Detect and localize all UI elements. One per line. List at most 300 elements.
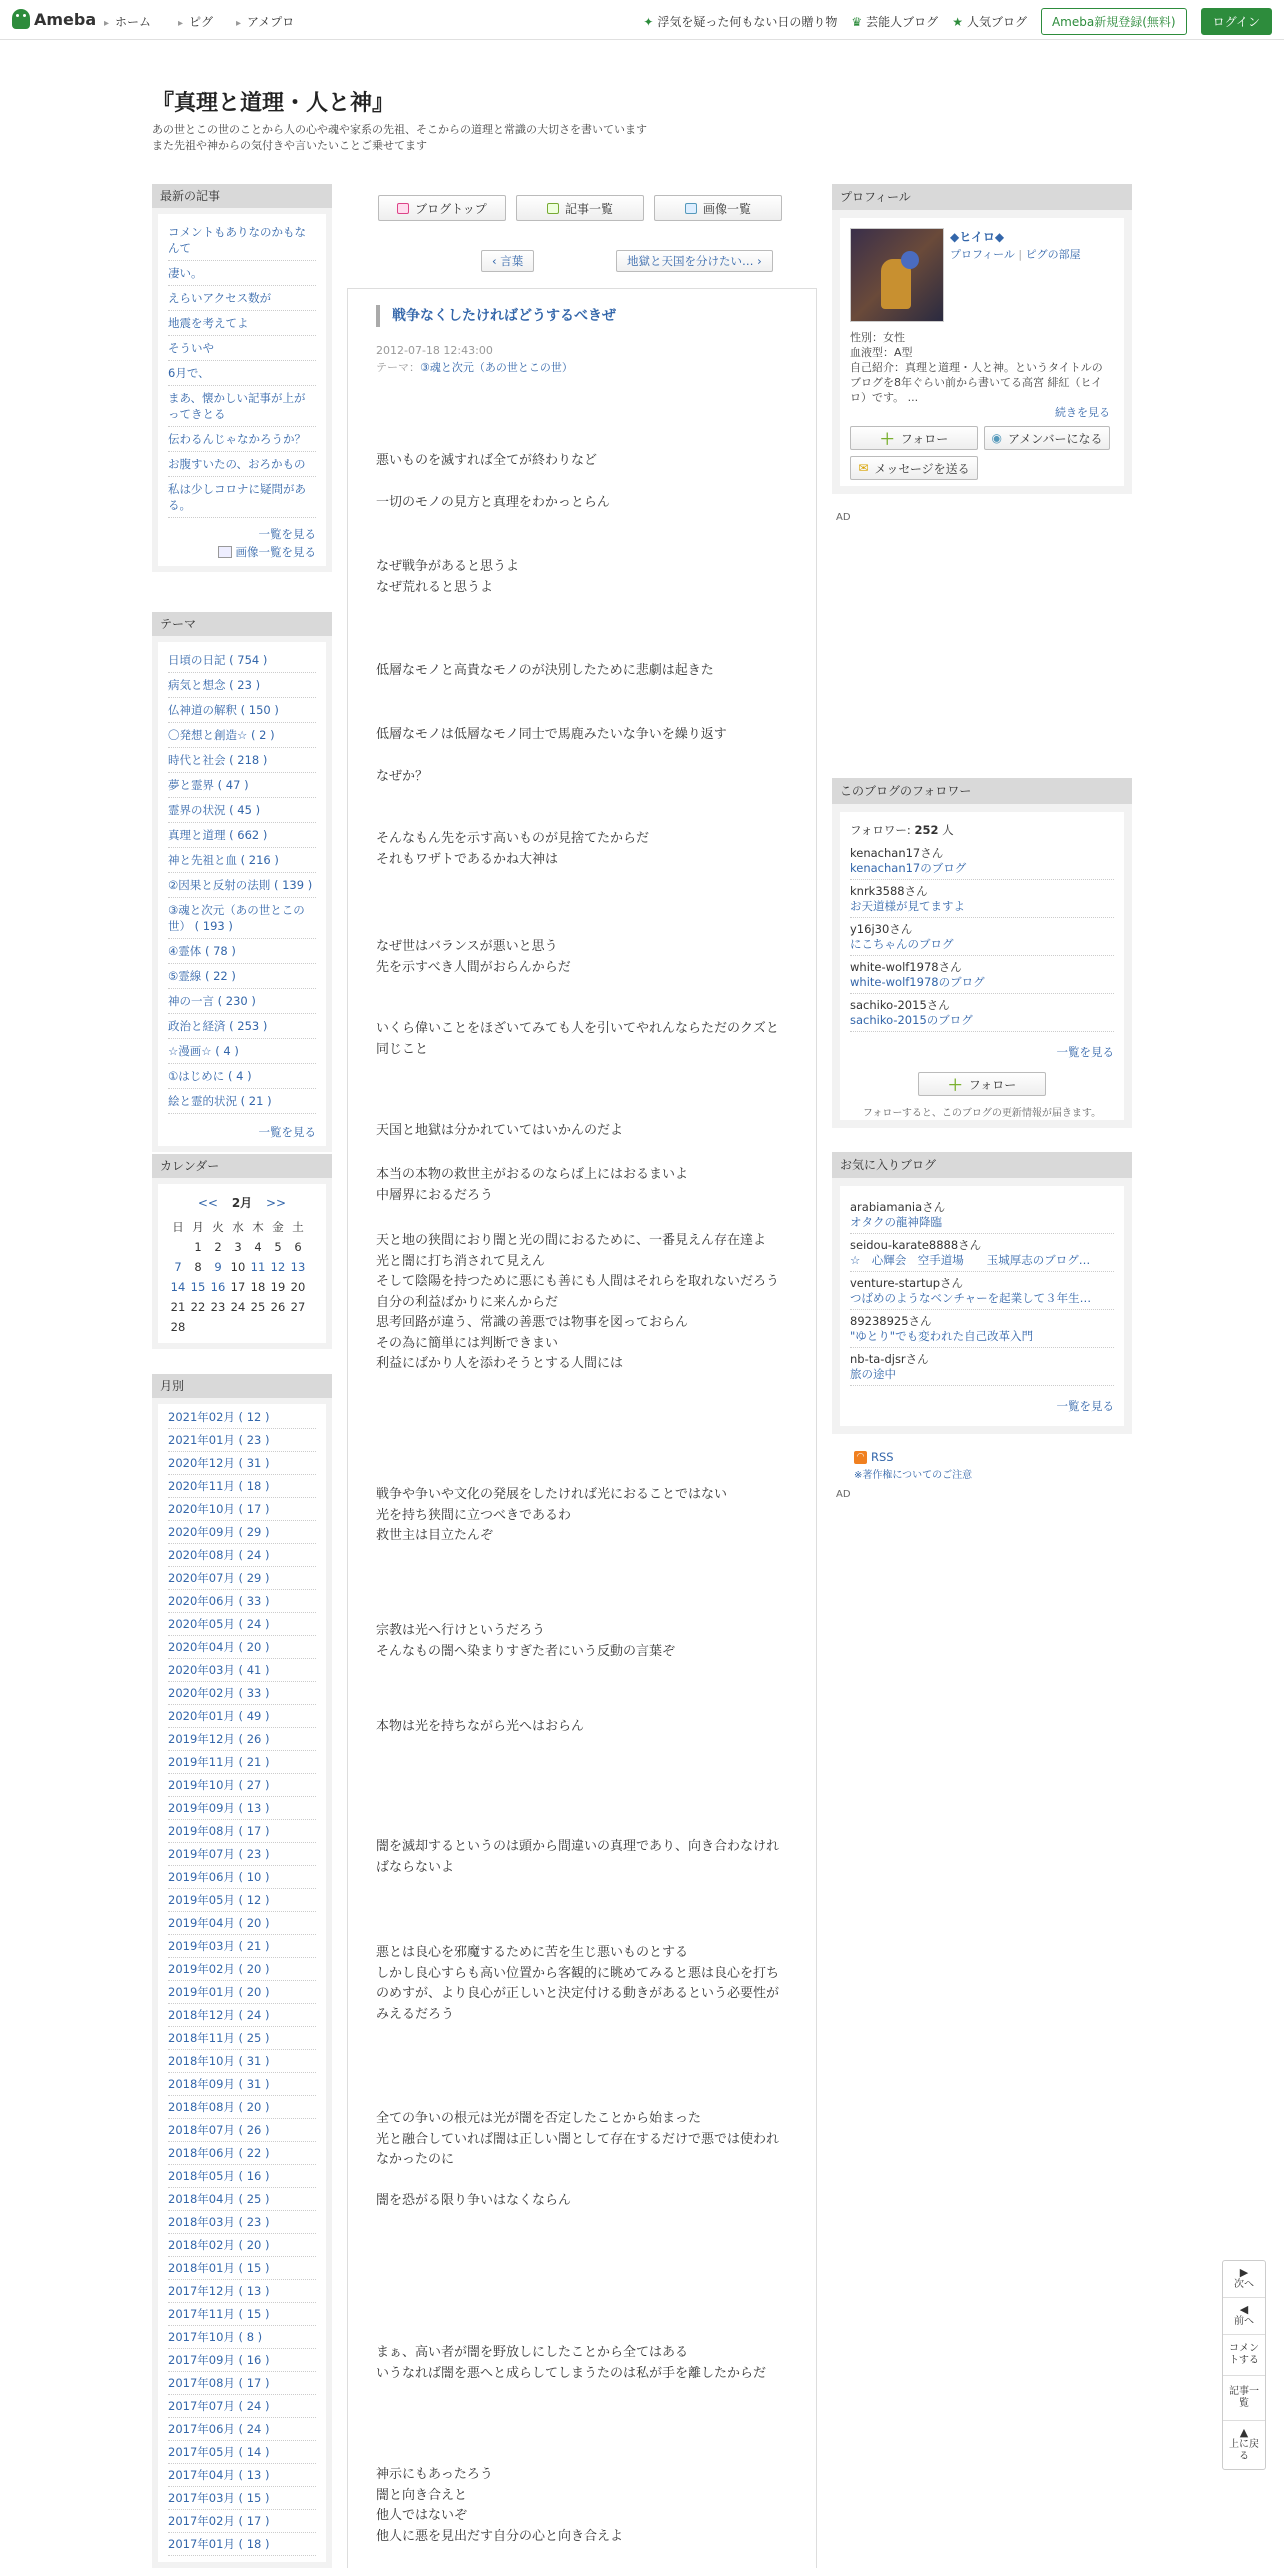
- header-link-celebrity[interactable]: [851, 13, 938, 30]
- archive-month-link[interactable]: 2018年11月 ( 25 ): [168, 2027, 316, 2050]
- archive-month-link[interactable]: 2021年02月 ( 12 ): [168, 1406, 316, 1429]
- article-line: 低層なモノは低層なモノ同士で馬鹿みたいな争いを繰り返す: [376, 727, 727, 742]
- favorite-blog-item: [850, 1272, 1114, 1310]
- article-paragraph: [376, 1943, 790, 2025]
- follower-item: [850, 842, 1114, 880]
- archive-month-link[interactable]: 2017年06月 ( 24 ): [168, 2418, 316, 2441]
- article-line: いくら偉いことをほざいてみても人を引いてやれんならただのクズと同じこと: [376, 1021, 779, 1057]
- article-paragraph: [376, 1621, 790, 1662]
- calendar-day: [168, 1237, 188, 1257]
- calendar-day[interactable]: 9: [214, 1260, 222, 1274]
- archive-list: [158, 1404, 326, 2562]
- calendar-day: [188, 1317, 208, 1337]
- archive-month-link[interactable]: 2018年05月 ( 16 ): [168, 2165, 316, 2188]
- chevron-left-icon: ‹: [492, 254, 501, 268]
- article-line: まぁ、高い者が闇を野放しにしたことから全てはある: [376, 2345, 689, 2360]
- article-line: 闇と向き合えと: [376, 2487, 468, 2503]
- follower-count-value: 252: [914, 823, 939, 837]
- recent-entries-heading: 最新の記事: [152, 184, 332, 208]
- article-line: 悪とは良心を邪魔するために苦を生じ悪いものとする: [376, 1945, 689, 1960]
- theme-link[interactable]: 真理と道理 ( 662 ): [168, 823, 316, 848]
- calendar-day[interactable]: 7: [174, 1260, 182, 1274]
- image-list-button[interactable]: [654, 195, 782, 221]
- header-link-popular[interactable]: [952, 13, 1027, 30]
- header-link-pr[interactable]: [643, 13, 837, 30]
- favorite-blog-link[interactable]: ☆ 心輝会 空手道場 玉城厚志のブログ…: [850, 1253, 1091, 1267]
- calendar-day: 23: [210, 1300, 226, 1314]
- camera-icon: [685, 203, 697, 214]
- calendar-day: 24: [230, 1300, 246, 1314]
- themes-more-link[interactable]: 一覧を見る: [258, 1125, 316, 1139]
- calendar-grid: [168, 1217, 308, 1337]
- article-line: 闇を滅却するというのは頭から間違いの真理であり、向き合わなければならないよ: [376, 1839, 780, 1875]
- sparkle-icon: ✦: [643, 14, 654, 29]
- image-icon: [218, 546, 232, 558]
- archive-month-link[interactable]: 2017年11月 ( 15 ): [168, 2303, 316, 2326]
- article-paragraph: [376, 661, 790, 682]
- theme-link[interactable]: 絵と霊的状況 ( 21 ): [168, 1089, 316, 1114]
- archive-panel: [152, 1374, 332, 2568]
- article-date: 2012-07-18 12:43:00: [376, 344, 493, 357]
- follower-blog-link[interactable]: にこちゃんのブログ: [850, 937, 954, 951]
- archive-month-link[interactable]: 2018年02月 ( 20 ): [168, 2234, 316, 2257]
- ad-label: AD: [836, 1489, 851, 1500]
- followers-follow-wrap: [850, 1072, 1114, 1096]
- article-paragraph: [376, 829, 790, 870]
- prev-entry-pager: [481, 250, 534, 272]
- float-prev-button[interactable]: [1223, 2298, 1265, 2335]
- article-line: なぜか？: [376, 769, 429, 784]
- calendar-prev-month[interactable]: <<: [197, 1196, 218, 1210]
- profile-heading: プロフィール: [832, 184, 1132, 210]
- favorites-body: [840, 1186, 1124, 1426]
- archive-month-link[interactable]: 2018年03月 ( 23 ): [168, 2211, 316, 2234]
- favorites-panel: [832, 1152, 1132, 1434]
- article-line: 一切のモノの見方と真理をわかっとらん: [376, 495, 610, 510]
- favorite-blog-owner[interactable]: venture-startupさん: [850, 1276, 964, 1290]
- article-paragraph: [376, 1231, 790, 1375]
- profile-gender: 性別：女性: [850, 331, 905, 344]
- recent-entry-link[interactable]: コメントもありなのかもなんて: [168, 220, 316, 261]
- favorite-blog-item: [850, 1348, 1114, 1386]
- theme-link[interactable]: ②因果と反射の法則 ( 139 ): [168, 873, 316, 898]
- article-theme-link[interactable]: ③魂と次元（あの世とこの世）: [420, 361, 573, 374]
- recent-entries-list: [158, 214, 326, 566]
- blog-description-line: あの世とこの世のことから人の心や魂や家系の先祖、そこからの道理と常識の大切さを書いています: [152, 123, 647, 136]
- entry-list-button[interactable]: [516, 195, 644, 221]
- archive-month-link[interactable]: 2019年11月 ( 21 ): [168, 1751, 316, 1774]
- next-entry-pager: [616, 250, 773, 272]
- article-line: そして陰陽を持つために悪にも善にも人間はそれらを取れないだろう: [376, 1274, 780, 1289]
- rss-link[interactable]: [854, 1450, 972, 1464]
- article-line: 本当の本物の救世主がおるのならば上にはおるまいよ: [376, 1167, 689, 1182]
- recent-entry-link[interactable]: 凄い。: [168, 261, 316, 286]
- archive-month-link[interactable]: 2020年06月 ( 33 ): [168, 1590, 316, 1613]
- blog-top-label: ブログトップ: [415, 201, 487, 216]
- followers-more-link[interactable]: 一覧を見る: [1056, 1045, 1114, 1059]
- register-button[interactable]: Ameba新規登録(無料): [1041, 8, 1187, 35]
- nav-pigg[interactable]: ▸ ピグ: [178, 13, 213, 30]
- follower-count: [850, 822, 1114, 842]
- ameba-frog-icon: [12, 9, 30, 29]
- article-paragraph: [376, 1837, 790, 1878]
- archive-month-link[interactable]: 2018年07月 ( 26 ): [168, 2119, 316, 2142]
- archive-month-link[interactable]: 2018年08月 ( 20 ): [168, 2096, 316, 2119]
- follower-item: [850, 918, 1114, 956]
- follower-item: [850, 880, 1114, 918]
- calendar-heading: カレンダー: [152, 1154, 332, 1178]
- profile-intro: 自己紹介：真理と道理・人と神。というタイトルのブログを8年ぐらい前から書いてる高宮 緋紅（ヒイロ）です。 ...: [850, 361, 1103, 404]
- article-line: なぜ荒れると思うよ: [376, 579, 494, 595]
- float-top-label: 上に戻る: [1229, 2439, 1259, 2462]
- archive-month-link[interactable]: 2020年09月 ( 29 ): [168, 1521, 316, 1544]
- favorite-blog-owner[interactable]: seidou-karate8888さん: [850, 1238, 982, 1252]
- float-top-button[interactable]: [1223, 2421, 1265, 2469]
- copyright-notice-link[interactable]: ※著作権についてのご注意: [854, 1470, 973, 1481]
- calendar-day: 10: [230, 1260, 246, 1274]
- recent-entries-panel: [152, 184, 332, 572]
- archive-month-link[interactable]: 2020年02月 ( 33 ): [168, 1682, 316, 1705]
- favorite-blog-owner[interactable]: 89238925さん: [850, 1314, 932, 1328]
- archive-month-link[interactable]: 2018年10月 ( 31 ): [168, 2050, 316, 2073]
- calendar-day[interactable]: 13: [290, 1260, 306, 1274]
- archive-month-link[interactable]: 2017年08月 ( 17 ): [168, 2372, 316, 2395]
- login-button[interactable]: ログイン: [1201, 8, 1272, 35]
- article-line: 宗教は光へ行けというだろう: [376, 1623, 546, 1638]
- rss-icon: ◠: [854, 1451, 867, 1464]
- article-paragraph: [376, 1485, 790, 1547]
- theme-link[interactable]: 霊界の状況 ( 45 ): [168, 798, 316, 823]
- article-line: 悪いものを滅すれば全てが終わりなど: [376, 453, 598, 468]
- recent-entry-link[interactable]: 地震を考えてよ: [168, 311, 316, 336]
- archive-month-link[interactable]: 2019年07月 ( 23 ): [168, 1843, 316, 1866]
- envelope-icon: ✉: [858, 461, 869, 475]
- profile-avatar[interactable]: [850, 228, 944, 322]
- archive-month-link[interactable]: 2018年12月 ( 24 ): [168, 2004, 316, 2027]
- image-list-more-label: 画像一覧を見る: [235, 545, 316, 559]
- follower-item: [850, 956, 1114, 994]
- recent-entry-link[interactable]: 6月で、: [168, 361, 316, 386]
- article-line: 戦争や争いや文化の発展をしたければ光におることではない: [376, 1487, 728, 1502]
- calendar-day: 19: [270, 1280, 286, 1294]
- calendar-weekday: 土: [292, 1220, 304, 1234]
- prev-entry-label: 言葉: [500, 254, 524, 268]
- archive-month-link[interactable]: 2020年08月 ( 24 ): [168, 1544, 316, 1567]
- next-arrow-icon: ▶: [1239, 2266, 1249, 2279]
- favorite-blog-item: [850, 1234, 1114, 1272]
- star-icon: ★: [952, 14, 963, 29]
- archive-month-link[interactable]: 2017年05月 ( 14 ): [168, 2441, 316, 2464]
- calendar-day[interactable]: 14: [170, 1280, 186, 1294]
- calendar-day: 27: [290, 1300, 306, 1314]
- logo-text: Ameba: [34, 9, 97, 29]
- nav-home[interactable]: ▸ ホーム: [104, 13, 151, 30]
- article-line: 利益にばかり人を添わそうとする人間には: [376, 1356, 624, 1371]
- entry-list-label: 記事一覧: [564, 201, 613, 216]
- image-list-more-link[interactable]: [168, 542, 316, 560]
- blog-description-line: また先祖や神からの気付きや言いたいことご乗せてます: [152, 139, 427, 152]
- float-list-button[interactable]: [1223, 2376, 1265, 2421]
- article-line: 先を示すべき人間がおらんからだ: [376, 959, 571, 975]
- float-list-label: 記事一覧: [1229, 2386, 1259, 2409]
- archive-month-link[interactable]: 2018年01月 ( 15 ): [168, 2257, 316, 2280]
- prev-entry-button[interactable]: [481, 250, 534, 272]
- header-link-pr-label: 浮気を疑った何もない日の贈り物: [657, 15, 838, 29]
- theme-link[interactable]: 神と先祖と血 ( 216 ): [168, 848, 316, 873]
- archive-month-link[interactable]: 2017年09月 ( 16 ): [168, 2349, 316, 2372]
- calendar-month: 2月: [231, 1196, 253, 1210]
- article-line: そんなもの闇へ染まりすぎた者にいう反動の言葉ぞ: [376, 1643, 676, 1659]
- theme-link[interactable]: ③魂と次元（あの世とこの世） ( 193 ): [168, 898, 316, 939]
- send-message-button[interactable]: [850, 456, 978, 480]
- next-entry-button[interactable]: [616, 250, 773, 272]
- followers-follow-button[interactable]: [918, 1072, 1046, 1096]
- profile-blood: 血液型：A型: [850, 346, 913, 359]
- plus-icon: ＋: [947, 1075, 963, 1094]
- float-prev-label: 前へ: [1234, 2316, 1254, 2327]
- archive-month-link[interactable]: 2018年09月 ( 31 ): [168, 2073, 316, 2096]
- article-line: それもワザトであるかね大神は: [376, 851, 559, 867]
- calendar-next-month[interactable]: >>: [266, 1196, 287, 1210]
- archive-month-link[interactable]: 2019年01月 ( 20 ): [168, 1981, 316, 2004]
- calendar-day[interactable]: 16: [210, 1280, 226, 1294]
- blog-title[interactable]: 『真理と道理・人と神』: [152, 91, 395, 116]
- follower-blog-link[interactable]: white-wolf1978のブログ: [850, 975, 985, 989]
- favorite-blog-link[interactable]: つばめのようなベンチャーを起業して３年生…: [850, 1291, 1092, 1305]
- calendar-day: 5: [274, 1240, 282, 1254]
- pigg-room-link[interactable]: ピグの部屋: [1025, 248, 1081, 261]
- calendar-weekday: 火: [212, 1220, 224, 1234]
- article-paragraph: [376, 2191, 790, 2212]
- archive-month-link[interactable]: 2019年10月 ( 27 ): [168, 1774, 316, 1797]
- amember-button[interactable]: [984, 426, 1110, 450]
- article-line: 思考回路が違う、常識の善悪では物事を図っておらん: [376, 1315, 689, 1330]
- archive-month-link[interactable]: 2019年04月 ( 20 ): [168, 1912, 316, 1935]
- followers-note: フォローすると、このブログの更新情報が届きます。: [862, 1108, 1102, 1119]
- archive-month-link[interactable]: 2019年09月 ( 13 ): [168, 1797, 316, 1820]
- profile-name[interactable]: ◆ヒイロ◆: [950, 230, 1005, 244]
- nav-amepro[interactable]: ▸ アメプロ: [236, 13, 294, 30]
- followers-body: [840, 812, 1124, 1120]
- follower-blog-link[interactable]: お天道様が見てますよ: [850, 899, 965, 913]
- recent-entry-link[interactable]: まあ、懐かしい記事が上がってきとる: [168, 386, 316, 427]
- blog-top-button[interactable]: [378, 195, 506, 221]
- archive-month-link[interactable]: 2017年12月 ( 13 ): [168, 2280, 316, 2303]
- calendar-weekday: 金: [272, 1220, 284, 1234]
- ad-label: AD: [836, 512, 851, 523]
- float-comment-button[interactable]: [1223, 2335, 1265, 2376]
- profile-follow-button[interactable]: [850, 426, 978, 450]
- floating-nav: [1222, 2260, 1266, 2470]
- archive-month-link[interactable]: 2019年03月 ( 21 ): [168, 1935, 316, 1958]
- calendar-day: 1: [194, 1240, 202, 1254]
- amember-icon: ◉: [991, 431, 1003, 445]
- calendar-day[interactable]: 12: [270, 1260, 286, 1274]
- archive-month-link[interactable]: 2017年01月 ( 18 ): [168, 2533, 316, 2556]
- theme-link[interactable]: ⑤霊線 ( 22 ): [168, 964, 316, 989]
- float-next-button[interactable]: [1223, 2261, 1265, 2298]
- favorite-blog-item: [850, 1310, 1114, 1348]
- archive-month-link[interactable]: 2020年07月 ( 29 ): [168, 1567, 316, 1590]
- follower-name[interactable]: knrk3588さん: [850, 884, 928, 898]
- article-paragraph: [376, 2109, 790, 2171]
- follower-blog-link[interactable]: kenachan17のブログ: [850, 861, 967, 875]
- recent-more-link[interactable]: 一覧を見る: [258, 527, 316, 541]
- recent-entry-link[interactable]: 伝わるんじゃなかろうか？: [168, 427, 316, 452]
- ameba-logo[interactable]: [12, 9, 96, 29]
- theme-link[interactable]: 仏神道の解釈 ( 150 ): [168, 698, 316, 723]
- recent-entry-link[interactable]: そういや: [168, 336, 316, 361]
- archive-month-link[interactable]: 2020年11月 ( 18 ): [168, 1475, 316, 1498]
- up-arrow-icon: ▲: [1239, 2426, 1249, 2439]
- article-paragraph: [376, 1019, 790, 1060]
- float-comment-label: コメントする: [1229, 2343, 1259, 2366]
- archive-month-link[interactable]: 2017年02月 ( 17 ): [168, 2510, 316, 2533]
- article-line: 全ての争いの根元は光が闇を否定したことから始まった: [376, 2111, 702, 2126]
- theme-link[interactable]: 時代と社会 ( 218 ): [168, 748, 316, 773]
- send-message-label: メッセージを送る: [874, 461, 970, 476]
- archive-month-link[interactable]: 2019年05月 ( 12 ): [168, 1889, 316, 1912]
- calendar-day: 3: [234, 1240, 242, 1254]
- theme-link[interactable]: ①はじめに ( 4 ): [168, 1064, 316, 1089]
- profile-message-wrap: [850, 456, 978, 480]
- theme-link[interactable]: 日頃の日記 ( 754 ): [168, 648, 316, 673]
- profile-more-link[interactable]: 続きを見る: [1055, 406, 1110, 419]
- archive-heading: 月別: [152, 1374, 332, 1398]
- calendar-day: 21: [170, 1300, 186, 1314]
- calendar-panel: [152, 1154, 332, 1349]
- favorite-blog-owner[interactable]: arabiamaniaさん: [850, 1200, 946, 1214]
- archive-month-link[interactable]: 2018年04月 ( 25 ): [168, 2188, 316, 2211]
- calendar-day: 17: [230, 1280, 246, 1294]
- profile-link[interactable]: プロフィール: [950, 248, 1015, 261]
- global-header: [0, 0, 1284, 40]
- article-line: 天国と地獄は分かれていてはいかんのだよ: [376, 1123, 624, 1138]
- calendar-day: [208, 1317, 228, 1337]
- archive-month-link[interactable]: 2020年01月 ( 49 ): [168, 1705, 316, 1728]
- recent-entry-link[interactable]: お腹すいたの、おろかもの: [168, 452, 316, 477]
- article-line: 光を持ち狭間に立つべきであるわ: [376, 1507, 572, 1523]
- article-paragraph: [376, 1717, 790, 1738]
- archive-month-link[interactable]: 2019年02月 ( 20 ): [168, 1958, 316, 1981]
- favorites-heading: お気に入りブログ: [832, 1152, 1132, 1178]
- article-line: 神示にもあったろう: [376, 2467, 493, 2482]
- theme-link[interactable]: ④霊体 ( 78 ): [168, 939, 316, 964]
- article-title[interactable]: 戦争なくしたければどうするべきぜ: [376, 305, 776, 327]
- themes-list: [158, 642, 326, 1146]
- article-paragraph: [376, 767, 790, 788]
- calendar-day[interactable]: 11: [250, 1260, 266, 1274]
- profile-body: [840, 218, 1124, 486]
- prev-arrow-icon: ◀: [1239, 2303, 1249, 2316]
- follower-name[interactable]: white-wolf1978さん: [850, 960, 962, 974]
- article: [347, 288, 817, 2568]
- calendar-day: [248, 1317, 268, 1337]
- favorite-blog-owner[interactable]: nb-ta-djsrさん: [850, 1352, 929, 1366]
- article-line: 中層界におるだろう: [376, 1187, 494, 1203]
- blog-toolbar: [378, 195, 782, 221]
- float-next-label: 次へ: [1234, 2279, 1254, 2290]
- follower-name[interactable]: kenachan17さん: [850, 846, 944, 860]
- recent-entry-link[interactable]: えらいアクセス数が: [168, 286, 316, 311]
- crown-icon: ♛: [851, 14, 863, 29]
- article-line: そんなもん先を示す高いものが見捨てたからだ: [376, 831, 650, 846]
- calendar-weekday: 日: [172, 1220, 184, 1234]
- archive-month-link[interactable]: 2017年07月 ( 24 ): [168, 2395, 316, 2418]
- archive-month-link[interactable]: 2019年06月 ( 10 ): [168, 1866, 316, 1889]
- favorite-blog-link[interactable]: オタクの龍神降臨: [850, 1215, 942, 1229]
- chevron-right-icon: ›: [753, 254, 762, 268]
- article-line: 天と地の狭間におり闇と光の間におるために、一番見えん存在達よ: [376, 1233, 767, 1248]
- article-paragraph: [376, 2343, 790, 2384]
- article-line: その為に簡単には判断できまい: [376, 1335, 559, 1351]
- calendar-day: 6: [294, 1240, 302, 1254]
- rss-label: RSS: [871, 1450, 894, 1464]
- calendar-day: 25: [250, 1300, 266, 1314]
- archive-month-link[interactable]: 2017年03月 ( 15 ): [168, 2487, 316, 2510]
- list-icon: [547, 203, 559, 214]
- favorite-blog-link[interactable]: 旅の途中: [850, 1367, 896, 1381]
- calendar-day: 26: [270, 1300, 286, 1314]
- favorites-more-link[interactable]: 一覧を見る: [1056, 1399, 1114, 1413]
- calendar-weekday: 木: [252, 1220, 264, 1234]
- archive-month-link[interactable]: 2020年04月 ( 20 ): [168, 1636, 316, 1659]
- calendar-day: [268, 1317, 288, 1337]
- article-line: 闇を恐がる限り争いはなくならん: [376, 2193, 572, 2208]
- archive-month-link[interactable]: 2019年12月 ( 26 ): [168, 1728, 316, 1751]
- follower-blog-link[interactable]: sachiko-2015のブログ: [850, 1013, 973, 1027]
- archive-month-link[interactable]: 2020年03月 ( 41 ): [168, 1659, 316, 1682]
- theme-link[interactable]: 病気と想念 ( 23 ): [168, 673, 316, 698]
- follower-name[interactable]: sachiko-2015さん: [850, 998, 950, 1012]
- profile-actions: [850, 426, 1110, 450]
- archive-month-link[interactable]: 2017年10月 ( 8 ): [168, 2326, 316, 2349]
- follower-name[interactable]: y16j30さん: [850, 922, 913, 936]
- archive-month-link[interactable]: 2020年10月 ( 17 ): [168, 1498, 316, 1521]
- article-line: 他人に悪を見出だす自分の心と向き合えよ: [376, 2528, 624, 2544]
- article-line: なぜ世はバランスが悪いと思う: [376, 939, 558, 954]
- article-line: 他人ではないぞ: [376, 2508, 468, 2523]
- theme-link[interactable]: 夢と霊界 ( 47 ): [168, 773, 316, 798]
- archive-month-link[interactable]: 2019年08月 ( 17 ): [168, 1820, 316, 1843]
- themes-heading: テーマ: [152, 612, 332, 636]
- next-entry-label: 地獄と天国を分けたい…: [627, 254, 754, 268]
- theme-link[interactable]: 神の一言 ( 230 ): [168, 989, 316, 1014]
- theme-link[interactable]: 政治と経済 ( 253 ): [168, 1014, 316, 1039]
- archive-month-link[interactable]: 2017年04月 ( 13 ): [168, 2464, 316, 2487]
- profile-links: [950, 246, 1081, 262]
- theme-link[interactable]: ☆漫画☆ ( 4 ): [168, 1039, 316, 1064]
- header-link-celebrity-label: 芸能人ブログ: [866, 15, 939, 29]
- article-paragraph: [376, 557, 790, 598]
- recent-entry-link[interactable]: 私は少しコロナに疑問がある。: [168, 477, 316, 518]
- header-link-popular-label: 人気ブログ: [966, 15, 1027, 29]
- calendar-day: 8: [194, 1260, 202, 1274]
- theme-link[interactable]: 〇発想と創造☆ ( 2 ): [168, 723, 316, 748]
- archive-month-link[interactable]: 2020年05月 ( 24 ): [168, 1613, 316, 1636]
- archive-month-link[interactable]: 2020年12月 ( 31 ): [168, 1452, 316, 1475]
- follower-count-label: フォロワー:: [850, 823, 915, 837]
- favorite-blog-link[interactable]: "ゆとり"でも変われた自己改革入門: [850, 1329, 1034, 1343]
- calendar-day: 4: [254, 1240, 262, 1254]
- calendar-day: [228, 1317, 248, 1337]
- favorite-blog-item: [850, 1196, 1114, 1234]
- amember-label: アメンバーになる: [1008, 431, 1103, 446]
- archive-month-link[interactable]: 2018年06月 ( 22 ): [168, 2142, 316, 2165]
- calendar-day[interactable]: 15: [190, 1280, 206, 1294]
- archive-month-link[interactable]: 2021年01月 ( 23 ): [168, 1429, 316, 1452]
- follower-item: [850, 994, 1114, 1032]
